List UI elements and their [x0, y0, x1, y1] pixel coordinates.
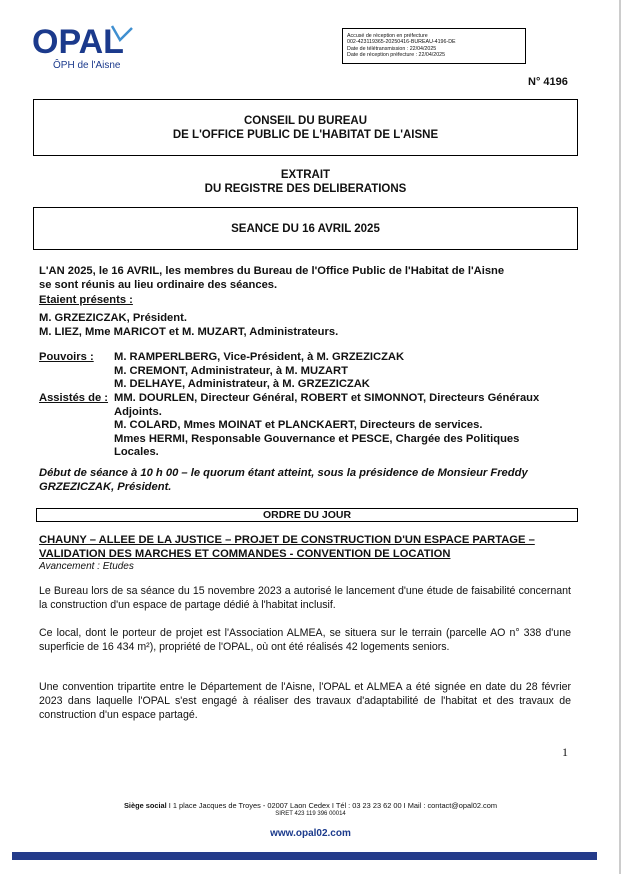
- footer-seat-label: Siège social: [123, 801, 167, 810]
- subject-line-2: VALIDATION DES MARCHES ET COMMANDES - CONVENTION DE LOCATION: [39, 547, 451, 560]
- present-label: Etaient présents :: [39, 294, 133, 306]
- assisted-line: M. COLARD, Mmes MOINAT et PLANCKAERT, Directeurs de services.: [114, 419, 483, 431]
- stamp-line: 002-423119365-20250416-BUREAU-4196-DE: [347, 39, 456, 46]
- stamp-line: Accusé de réception en préfecture: [347, 33, 428, 39]
- session-title: SEANCE DU 16 AVRIL 2025: [231, 223, 380, 235]
- body-paragraph-3: Une convention tripartite entre le Département de l'Aisne, l'OPAL et ALMEA a été signée en date du 28 février 2023 dans laquelle l'OPAL s'est engagé à réaliser des travaux d'adaptabilité de l'habitat et des travaux de construction d'un espace partagé.: [39, 681, 571, 721]
- extract-line-2: DU REGISTRE DES DELIBERATIONS: [204, 183, 407, 195]
- powers-line: M. RAMPERLBERG, Vice-Président, à M. GRZEZICZAK: [114, 351, 405, 363]
- svg-text:OPAL: OPAL: [32, 24, 124, 56]
- prefecture-stamp: [342, 28, 526, 64]
- powers-list: [114, 351, 404, 392]
- assisted-line: Mmes HERMI, Responsable Gouvernance et PESCE, Chargée des Politiques: [114, 432, 520, 445]
- powers-line: M. DELHAYE, Administrateur, à M. GRZEZICZAK: [114, 378, 370, 390]
- council-line-2: DE L'OFFICE PUBLIC DE L'HABITAT DE L'AISNE: [172, 129, 439, 141]
- progress-status: Avancement : Etudes: [39, 561, 134, 572]
- council-line-1: CONSEIL DU BUREAU: [243, 115, 368, 127]
- opening-line-1: Début de séance à 10 h 00 – le quorum étant atteint, sous la présidence de Monsieur Freddy: [39, 467, 528, 479]
- assisted-line: Adjoints.: [114, 405, 162, 418]
- footer-siret: SIRET 423 119 396 00014: [275, 811, 346, 817]
- intro-line-2: se sont réunis au lieu ordinaire des séances.: [39, 278, 278, 291]
- body-paragraph-1: Le Bureau lors de sa séance du 15 novembre 2023 a autorisé le lancement d'une étude de faisabilité concernant la construction d'un espace de partage dédié à l'habitat inclusif.: [39, 585, 571, 611]
- body-paragraph-2: Ce local, dont le porteur de projet est l'Association ALMEA, se situera sur le terrain (parcelle AO n° 338 d'une superficie de 16 434 m²), propriété de l'OPAL, où ont été réalisés 42 logements seniors.: [39, 627, 571, 653]
- powers-label: Pouvoirs :: [39, 351, 94, 363]
- deliberation-number: N° 4196: [528, 76, 568, 88]
- opal-logo: [32, 24, 147, 56]
- footer-address: [0, 801, 621, 810]
- present-line: M. GRZEZICZAK, Président.: [39, 312, 187, 324]
- present-list: [39, 312, 338, 339]
- stamp-line: Date de réception préfecture : 22/04/2025: [347, 51, 446, 58]
- intro-paragraph: [39, 265, 577, 292]
- session-box: [33, 207, 578, 250]
- extract-title: [33, 168, 578, 196]
- stamp-line: Date de télétransmission : 22/04/2025: [347, 45, 437, 52]
- opening-line-2: GRZEZICZAK, Président.: [39, 480, 172, 493]
- subject-line-1: CHAUNY – ALLEE DE LA JUSTICE – PROJET DE CONSTRUCTION D'UN ESPACE PARTAGE –: [39, 534, 535, 546]
- present-line: M. LIEZ, Mme MARICOT et M. MUZART, Administrateurs.: [39, 325, 339, 338]
- powers-line: M. CREMONT, Administrateur, à M. MUZART: [114, 364, 348, 377]
- extract-line-1: EXTRAIT: [280, 169, 331, 181]
- assisted-line: Locales.: [114, 446, 159, 458]
- footer-bar: [12, 852, 597, 860]
- subject-block: [39, 534, 579, 572]
- logo-subtitle: ÔPH de l'Aisne: [53, 60, 121, 71]
- assisted-list: [114, 392, 539, 460]
- assisted-label: Assistés de :: [39, 392, 109, 404]
- footer-website-link[interactable]: www.opal02.com: [270, 828, 351, 839]
- agenda-title: ORDRE DU JOUR: [262, 509, 352, 521]
- page-number: 1: [562, 745, 568, 759]
- assisted-line: MM. DOURLEN, Directeur Général, ROBERT et SIMONNOT, Directeurs Généraux: [114, 392, 540, 404]
- opening-statement: [39, 467, 528, 494]
- council-box: [33, 99, 578, 156]
- agenda-box: [36, 508, 578, 522]
- intro-line-1: L'AN 2025, le 16 AVRIL, les membres du Bureau de l'Office Public de l'Habitat de l'Aisne: [39, 265, 505, 277]
- footer-address-text: I 1 place Jacques de Troyes - 02007 Laon Cedex I Tél : 03 23 23 62 00 I Mail : contact@opal02.com: [166, 801, 498, 810]
